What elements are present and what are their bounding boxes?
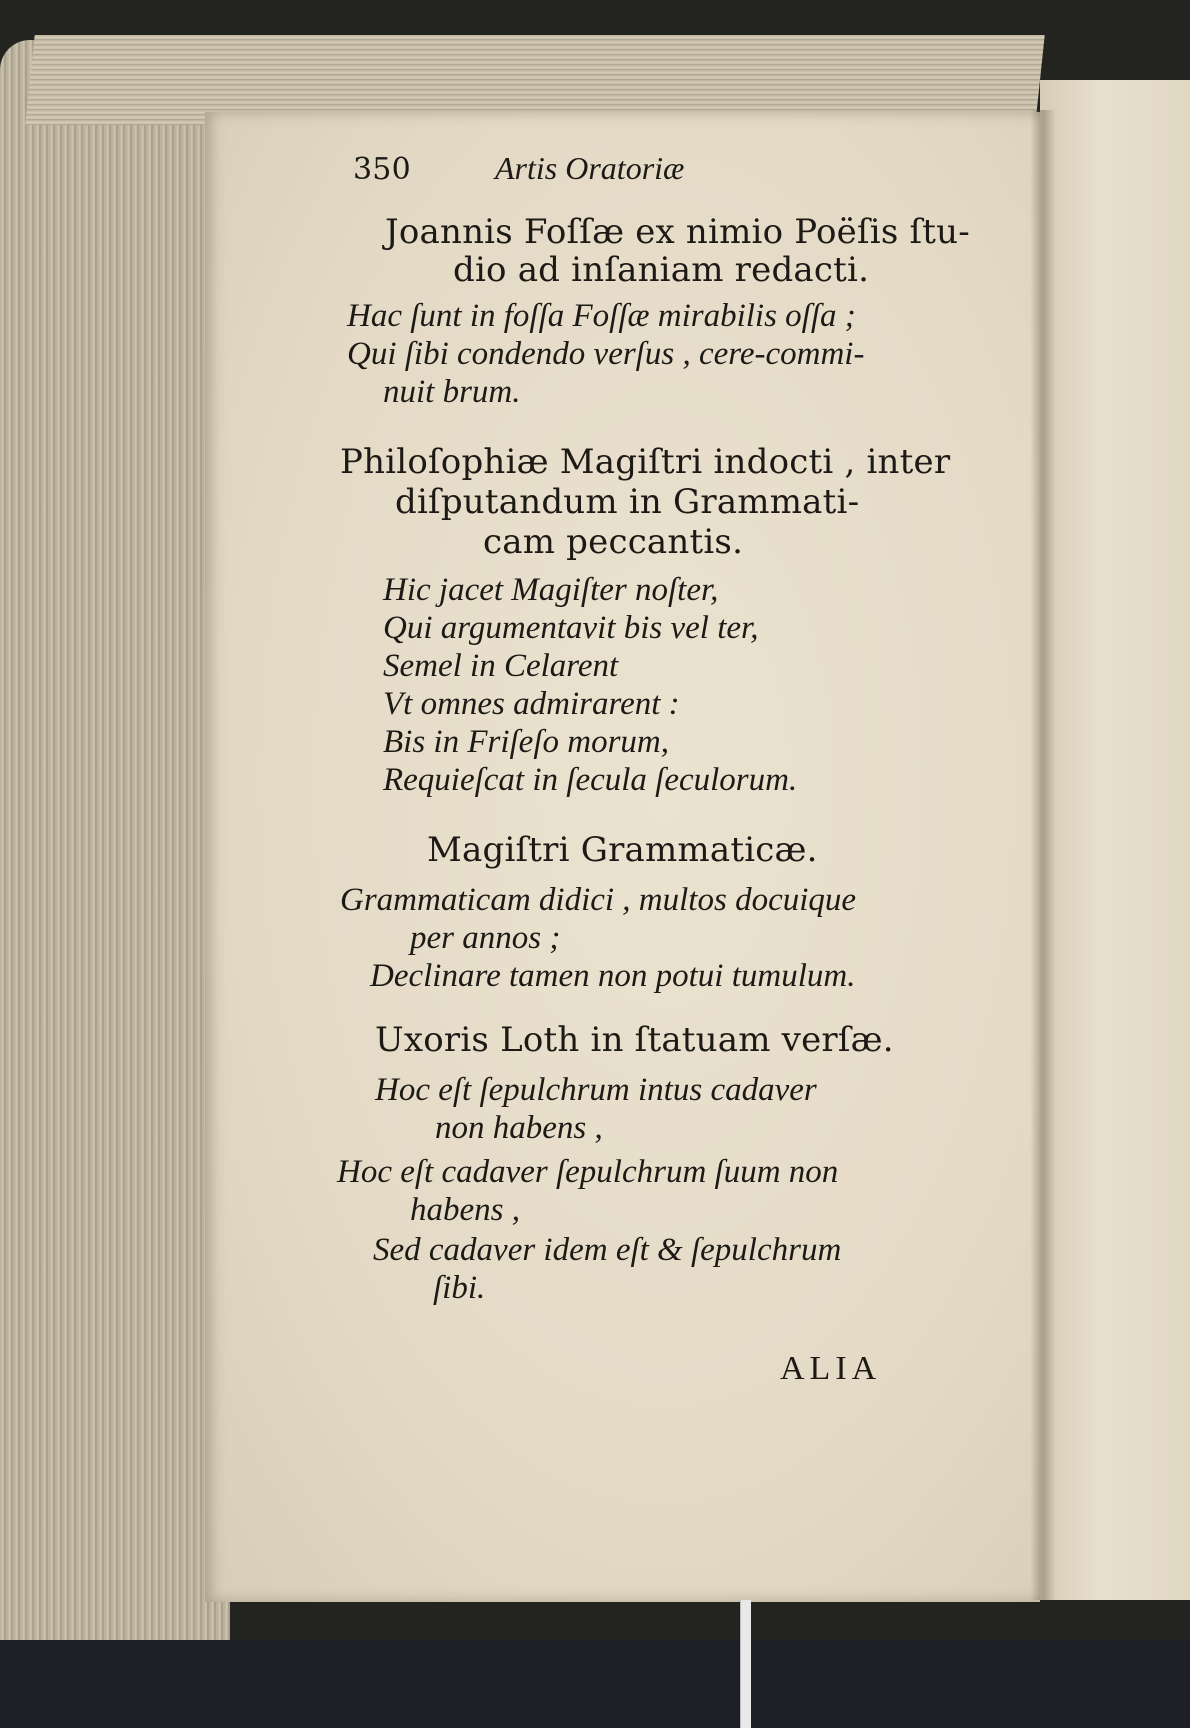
page-number: 350: [353, 152, 411, 187]
gutter-shadow: [1030, 110, 1056, 1600]
section-4-heading-line-1: Uxoris Loth in ſtatuam verſæ.: [375, 1020, 894, 1060]
section-4-verse-line-3: Hoc eſt cadaver ſepulchrum ſuum non: [337, 1154, 839, 1190]
page-text: [205, 112, 1040, 1602]
section-2-verse-line-5: Bis in Friſeſo morum,: [383, 724, 669, 760]
bookmark-ribbon: [740, 1600, 751, 1728]
section-4-verse-line-5: Sed cadaver idem eſt & ſepulchrum: [373, 1232, 842, 1268]
section-3-verse-line-1: Grammaticam didici , multos docuique: [340, 882, 857, 918]
section-2-verse-line-1: Hic jacet Magiſter noſter,: [383, 572, 719, 608]
section-2-heading-line-1: Philoſophiæ Magiſtri indocti , inter: [340, 442, 951, 482]
section-1-verse-line-1: Hac ſunt in foſſa Foſſæ mirabilis oſſa ;: [347, 298, 856, 334]
section-2-heading-line-3: cam peccantis.: [483, 522, 744, 562]
page-edges-left: [0, 40, 230, 1650]
background-cloth: [0, 1640, 1190, 1728]
section-1-verse-line-3: nuit brum.: [383, 374, 521, 410]
section-2-heading-line-2: diſputandum in Grammati-: [395, 482, 860, 522]
facing-page: [1040, 80, 1190, 1600]
book-page: [205, 112, 1040, 1602]
section-4-verse-line-2: non habens ,: [435, 1110, 603, 1146]
section-3-verse-line-3: Declinare tamen non potui tumulum.: [370, 958, 856, 994]
catchword: ALIA: [780, 1350, 882, 1387]
section-2-verse-line-6: Requieſcat in ſecula ſeculorum.: [383, 762, 798, 798]
section-3-heading-line-1: Magiſtri Grammaticæ.: [427, 830, 818, 870]
section-1-heading-line-2: dio ad inſaniam redacti.: [453, 250, 870, 290]
section-1-verse-line-2: Qui ſibi condendo verſus , cere-commi-: [347, 336, 865, 372]
section-4-verse-line-1: Hoc eſt ſepulchrum intus cadaver: [375, 1072, 817, 1108]
running-title: Artis Oratoriæ: [495, 150, 685, 186]
section-4-verse-line-6: ſibi.: [433, 1270, 486, 1306]
section-4-verse-line-4: habens ,: [410, 1192, 520, 1228]
section-3-verse-line-2: per annos ;: [410, 920, 561, 956]
section-1-heading-line-1: Joannis Foſſæ ex nimio Poëſis ſtu-: [385, 212, 970, 252]
section-2-verse-line-4: Vt omnes admirarent :: [383, 686, 680, 722]
section-2-verse-line-2: Qui argumentavit bis vel ter,: [383, 610, 759, 646]
section-2-verse-line-3: Semel in Celarent: [383, 648, 619, 684]
